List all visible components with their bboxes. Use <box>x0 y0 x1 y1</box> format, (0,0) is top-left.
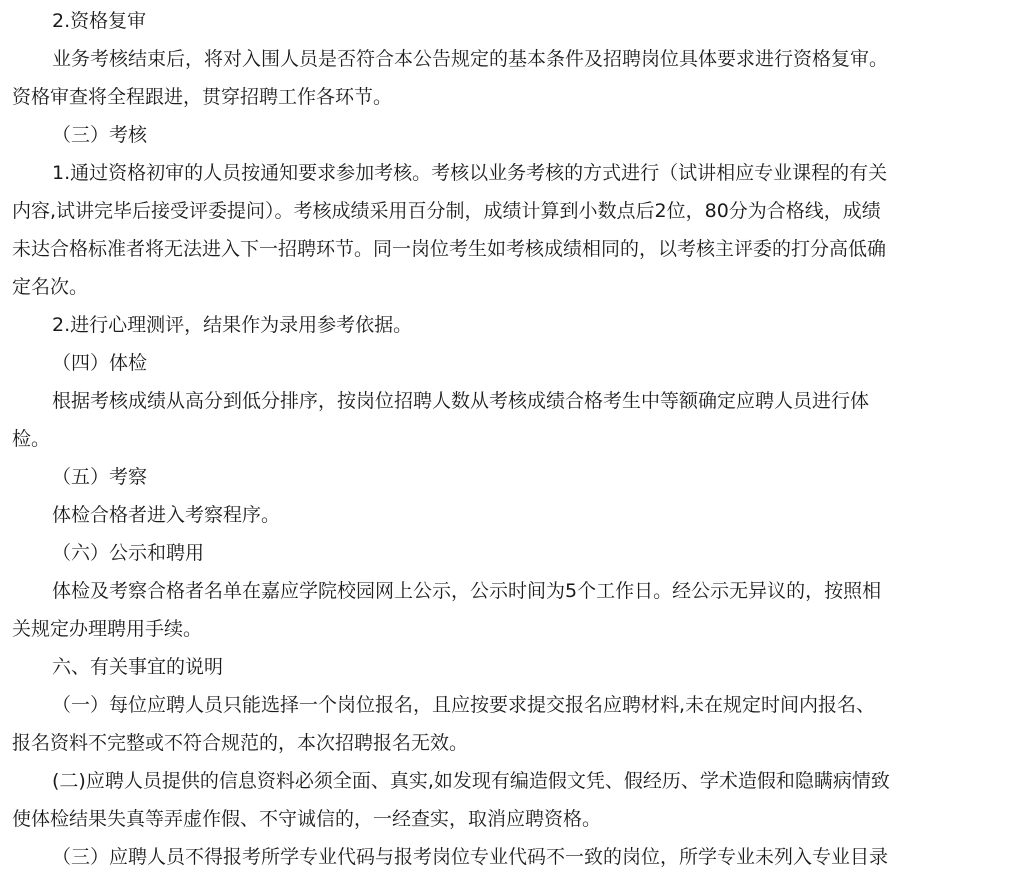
section-heading: 六、有关事宜的说明 <box>52 656 224 678</box>
paragraph-line: 未达合格标准者将无法进入下一招聘环节。同一岗位考生如考核成绩相同的，以考核主评委的打分高低确 <box>12 238 887 260</box>
section-heading: （六）公示和聘用 <box>52 542 205 564</box>
paragraph-line: 根据考核成绩从高分到低分排序，按岗位招聘人数从考核成绩合格考生中等额确定应聘人员进行体 <box>52 390 870 412</box>
paragraph-line: 1.通过资格初审的人员按通知要求参加考核。考核以业务考核的方式进行（试讲相应专业课程的有关 <box>52 162 888 184</box>
section-heading: （四）体检 <box>52 352 148 374</box>
paragraph-line: （三）应聘人员不得报考所学专业代码与报考岗位专业代码不一致的岗位，所学专业未列入专业目录 <box>52 846 889 868</box>
paragraph-line: 使体检结果失真等弄虚作假、不守诚信的，一经查实，取消应聘资格。 <box>12 808 602 830</box>
section-heading: 体检合格者进入考察程序。 <box>52 504 281 526</box>
paragraph <box>12 154 1002 306</box>
paragraph-line: 资格审查将全程跟进，贯穿招聘工作各环节。 <box>12 86 393 108</box>
paragraph-line: 关规定办理聘用手续。 <box>12 618 203 640</box>
section-heading: （三）考核 <box>52 124 148 146</box>
document-body <box>12 0 1002 868</box>
paragraph <box>12 382 1002 458</box>
paragraph-line: （一）每位应聘人员只能选择一个岗位报名，且应按要求提交报名应聘材料,未在规定时间内报名、 <box>52 694 876 716</box>
section-heading: 2.资格复审 <box>52 10 147 32</box>
paragraph-line: 业务考核结束后，将对入围人员是否符合本公告规定的基本条件及招聘岗位具体要求进行资格复审。 <box>52 48 889 70</box>
paragraph-line: (二)应聘人员提供的信息资料必须全面、真实,如发现有编造假文凭、假经历、学术造假和隐瞒病情致 <box>52 770 890 792</box>
paragraph <box>12 572 1002 648</box>
paragraph <box>12 40 1002 116</box>
paragraph-line: 体检及考察合格者名单在嘉应学院校园网上公示，公示时间为5个工作日。经公示无异议的，按照相 <box>52 580 882 602</box>
paragraph-line: 检。 <box>12 428 51 450</box>
paragraph-line: 内容,试讲完毕后接受评委提问）。考核成绩采用百分制，成绩计算到小数点后2位，80分为合格线，成绩 <box>12 200 881 222</box>
section-heading: （五）考察 <box>52 466 148 488</box>
section-heading: 2.进行心理测评，结果作为录用参考依据。 <box>52 314 413 336</box>
paragraph <box>12 762 1002 838</box>
paragraph <box>12 838 1002 868</box>
paragraph <box>12 686 1002 762</box>
paragraph-line: 报名资料不完整或不符合规范的，本次招聘报名无效。 <box>12 732 469 754</box>
paragraph-line: 定名次。 <box>12 276 89 298</box>
